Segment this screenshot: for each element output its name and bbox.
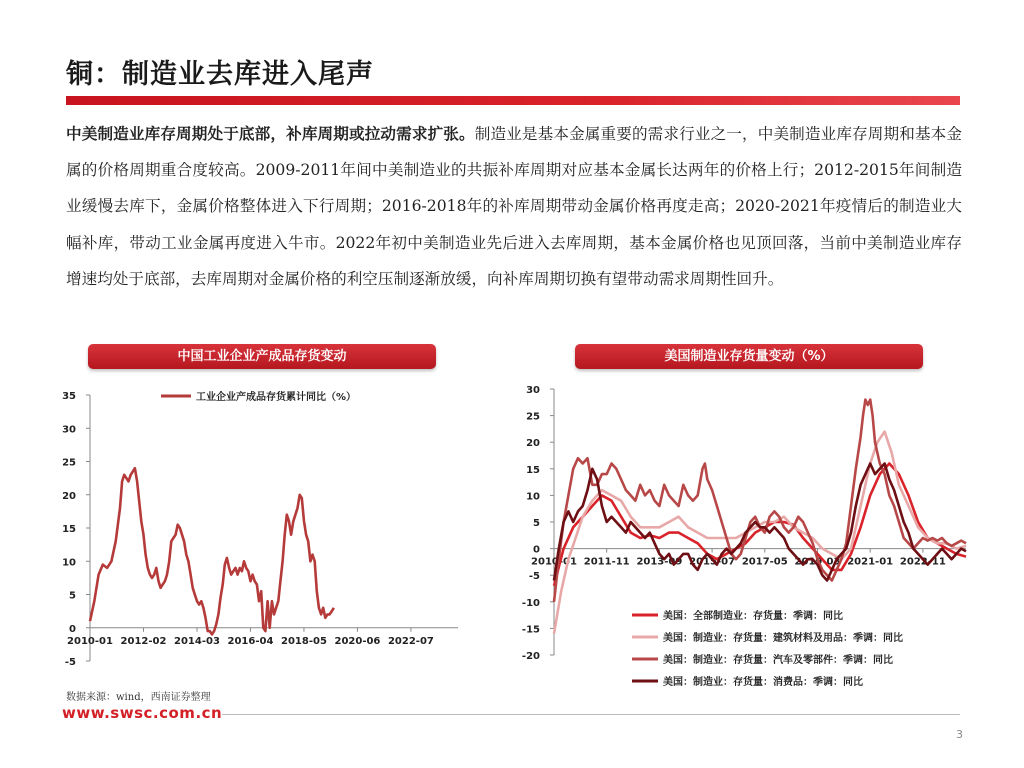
chart1-china-inventory — [56, 382, 466, 672]
paragraph-body: 制造业是基本金属重要的需求行业之一，中美制造业库存周期和基本金属的价格周期重合度较高。2009-2011年间中美制造业的共振补库周期对应基本金属长达两年的价格上行；2012-2015年间制造业缓慢去库下，金属价格整体进入下行周期；2016-2018年的补库周期带动金属价格再度走高；2020-2021年疫情后的制造业大幅补库，带动工业金属再度进入牛市。2022年初中美制造业先后进入去库周期，基本金属价格也见顶回落，当前中美制造业库存增速均处于底部，去库周期对金属价格的利空压制逐渐放缓，向补库周期切换有望带动需求周期性回升。 — [66, 125, 962, 288]
chart1-y-tick-label: 20 — [62, 490, 76, 502]
data-source-note: 数据来源：wind，西南证券整理 — [66, 692, 211, 703]
chart2-y-tick-label: 10 — [526, 491, 540, 503]
chart1-y-tick-label: 10 — [62, 557, 76, 569]
chart2-y-tick-label: 20 — [526, 438, 540, 450]
body-paragraph — [66, 116, 962, 297]
chart1-x-tick-label: 2012-02 — [120, 635, 167, 647]
chart2-legend-label-3: 美国：制造业：存货量：消费品：季调：同比 — [663, 677, 863, 688]
chart2-title-banner: 美国制造业存货量变动（%） — [575, 344, 923, 369]
chart2-series-line-1 — [554, 432, 966, 634]
chart1-x-tick-label: 2022-07 — [387, 635, 434, 647]
chart1-x-tick-label: 2020-06 — [334, 635, 381, 647]
chart1-series-line-0 — [90, 468, 334, 634]
chart1-y-tick-label: 5 — [69, 590, 76, 602]
chart1-x-tick-label: 2018-05 — [281, 635, 327, 647]
chart1-x-tick-label: 2010-01 — [67, 635, 113, 647]
chart2-x-tick-label: 2022-11 — [899, 556, 946, 568]
title-underline — [66, 96, 960, 105]
paragraph-lead: 中美制造业库存周期处于底部，补库周期或拉动需求扩张。 — [66, 124, 475, 143]
chart2-x-tick-label: 2010-01 — [531, 556, 577, 568]
chart2-x-tick-label: 2021-01 — [847, 556, 894, 568]
chart2-series-line-2 — [554, 400, 966, 602]
chart2-y-tick-label: 15 — [526, 464, 540, 476]
chart2-us-inventory — [520, 382, 980, 688]
chart2-legend-label-2: 美国：制造业：存货量：汽车及零部件：季调：同比 — [663, 655, 893, 666]
chart2-y-tick-label: 30 — [526, 385, 540, 396]
chart1-y-tick-label: 15 — [62, 524, 76, 535]
chart2-x-tick-label: 2013-09 — [636, 556, 683, 568]
chart1-legend-label: 工业企业产成品存货累计同比（%） — [196, 392, 357, 403]
footer-divider — [222, 714, 960, 715]
chart1-y-tick-label: 0 — [69, 623, 76, 635]
page-number: 3 — [956, 728, 963, 741]
chart2-y-tick-label: -15 — [521, 624, 540, 636]
chart1-title-banner: 中国工业企业产成品存货变动 — [88, 344, 436, 369]
chart2-x-tick-label: 2015-07 — [689, 556, 736, 568]
chart2-y-tick-label: 25 — [526, 411, 540, 423]
chart2-y-tick-label: -5 — [528, 571, 540, 583]
chart2-y-tick-label: -10 — [521, 597, 540, 609]
chart1-y-tick-label: 30 — [62, 424, 76, 436]
chart2-x-tick-label: 2017-05 — [741, 556, 788, 568]
chart1-y-tick-label: 35 — [62, 391, 76, 402]
chart1-x-tick-label: 2016-04 — [227, 635, 274, 647]
chart2-legend-label-0: 美国：全部制造业：存货量：季调：同比 — [663, 611, 843, 622]
chart1-y-tick-label: 25 — [62, 457, 76, 469]
company-website[interactable]: www.swsc.com.cn — [62, 704, 223, 722]
chart1-x-tick-label: 2014-03 — [174, 635, 220, 647]
chart1-y-tick-label: -5 — [64, 657, 76, 668]
chart2-y-tick-label: 0 — [533, 544, 540, 556]
chart2-y-tick-label: -20 — [521, 651, 540, 662]
chart2-x-tick-label: 2019-03 — [794, 556, 841, 568]
chart2-x-tick-label: 2011-11 — [583, 556, 630, 568]
chart2-legend-label-1: 美国：制造业：存货量：建筑材料及用品：季调：同比 — [663, 633, 903, 644]
slide-title: 铜：制造业去库进入尾声 — [66, 59, 374, 90]
chart2-y-tick-label: 5 — [533, 518, 540, 529]
